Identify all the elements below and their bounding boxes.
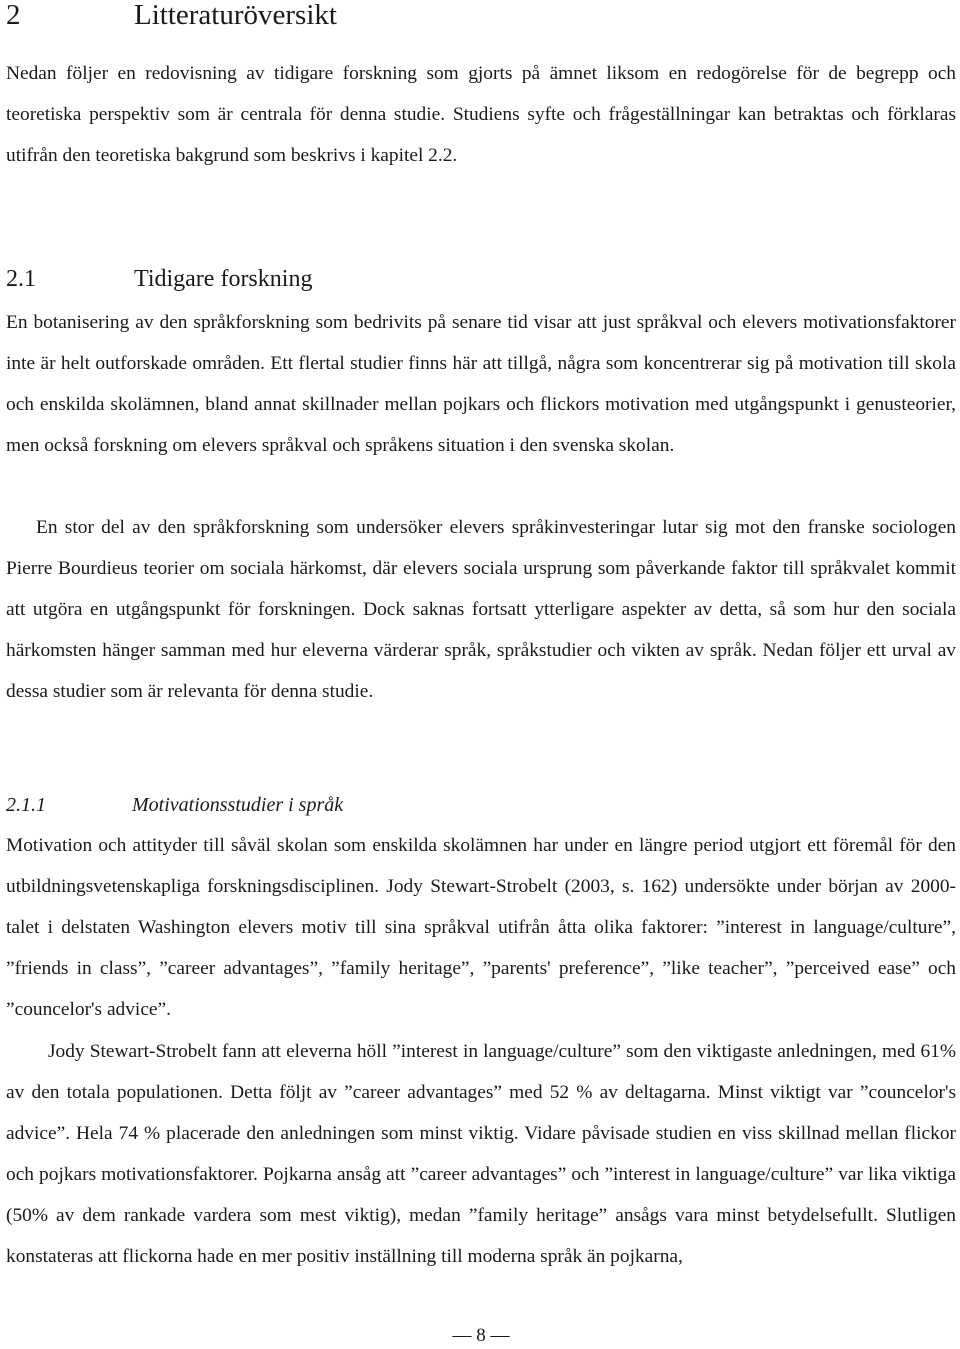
subsection-number: 2.1.1 — [6, 794, 46, 816]
footer-dash-right: — — [485, 1325, 510, 1346]
section-title: Tidigare forskning — [134, 266, 313, 292]
page-number: 8 — [476, 1325, 486, 1346]
section-number: 2.1 — [6, 266, 36, 292]
chapter-number: 2 — [6, 0, 21, 31]
section-paragraph-2: En stor del av den språkforskning som undersöker elevers språkinvesteringar lutar sig mot den franske sociologen Pierre Bourdieus teorier om sociala härkomst, där elevers sociala ursprung som påverkande faktor till språkvalet kommit att utgöra en utgångspunkt för forskningen. Dock saknas fortsatt ytterligare aspekter av detta, så som hur den sociala härkomsten hänger samman med hur eleverna värderar språk, språkstudier och vikten av språk. Nedan följer ett urval av dessa studier som är relevanta för denna studie. — [6, 517, 956, 702]
intro-paragraph: Nedan följer en redovisning av tidigare forskning som gjorts på ämnet liksom en redogörelse för de begrepp och teoretiska perspektiv som är centrala för denna studie. Studiens syfte och frågeställningar kan betraktas och förklaras utifrån den teoretiska bakgrund som beskrivs i kapitel 2.2. — [6, 63, 956, 166]
page-number-footer — [6, 1324, 956, 1348]
subsection-title: Motivationsstudier i språk — [132, 794, 344, 816]
subsection-paragraph-1: Motivation och attityder till såväl skolan som enskilda skolämnen har under en längre period utgjort ett föremål för den utbildningsvetenskapliga forskningsdisciplinen. Jody Stewart-Strobelt (2003, s. 162) undersökte under början av 2000-talet i delstaten Washington elevers motiv till sina språkval utifrån åtta olika faktorer: ”interest in language/culture”, ”friends in class”, ”career advantages”, ”family heritage”, ”parents' preference”, ”like teacher”, ”perceived ease” och ”councelor's advice”. — [6, 835, 956, 1020]
subsection-paragraph-2: Jody Stewart-Strobelt fann att eleverna höll ”interest in language/culture” som den viktigaste anledningen, med 61% av den totala populationen. Detta följt av ”career advantages” med 52 % av deltagarna. Minst viktigt var ”councelor's advice”. Hela 74 % placerade den anledningen som minst viktig. Vidare påvisade studien en viss skillnad mellan flickor och pojkars motivationsfaktorer. Pojkarna ansåg att ”career advantages” och ”interest in language/culture” var lika viktiga (50% av dem rankade vardera som mest viktig), medan ”family heritage” ansågs vara minst betydelsefullt. Slutligen konstateras att flickorna hade en mer positiv inställning till moderna språk än pojkarna, — [6, 1041, 956, 1267]
footer-dash-left: — — [452, 1325, 477, 1346]
chapter-title: Litteraturöversikt — [134, 0, 337, 31]
section-paragraph-1: En botanisering av den språkforskning som bedrivits på senare tid visar att just språkval och elevers motivationsfaktorer inte är helt outforskade områden. Ett flertal studier finns här att tillgå, några som koncentrerar sig på motivation till skola och enskilda skolämnen, bland annat skillnader mellan pojkars och flickors motivation med utgångspunkt i genusteorier, men också forskning om elevers språkval och språkens situation i den svenska skolan. — [6, 312, 956, 456]
